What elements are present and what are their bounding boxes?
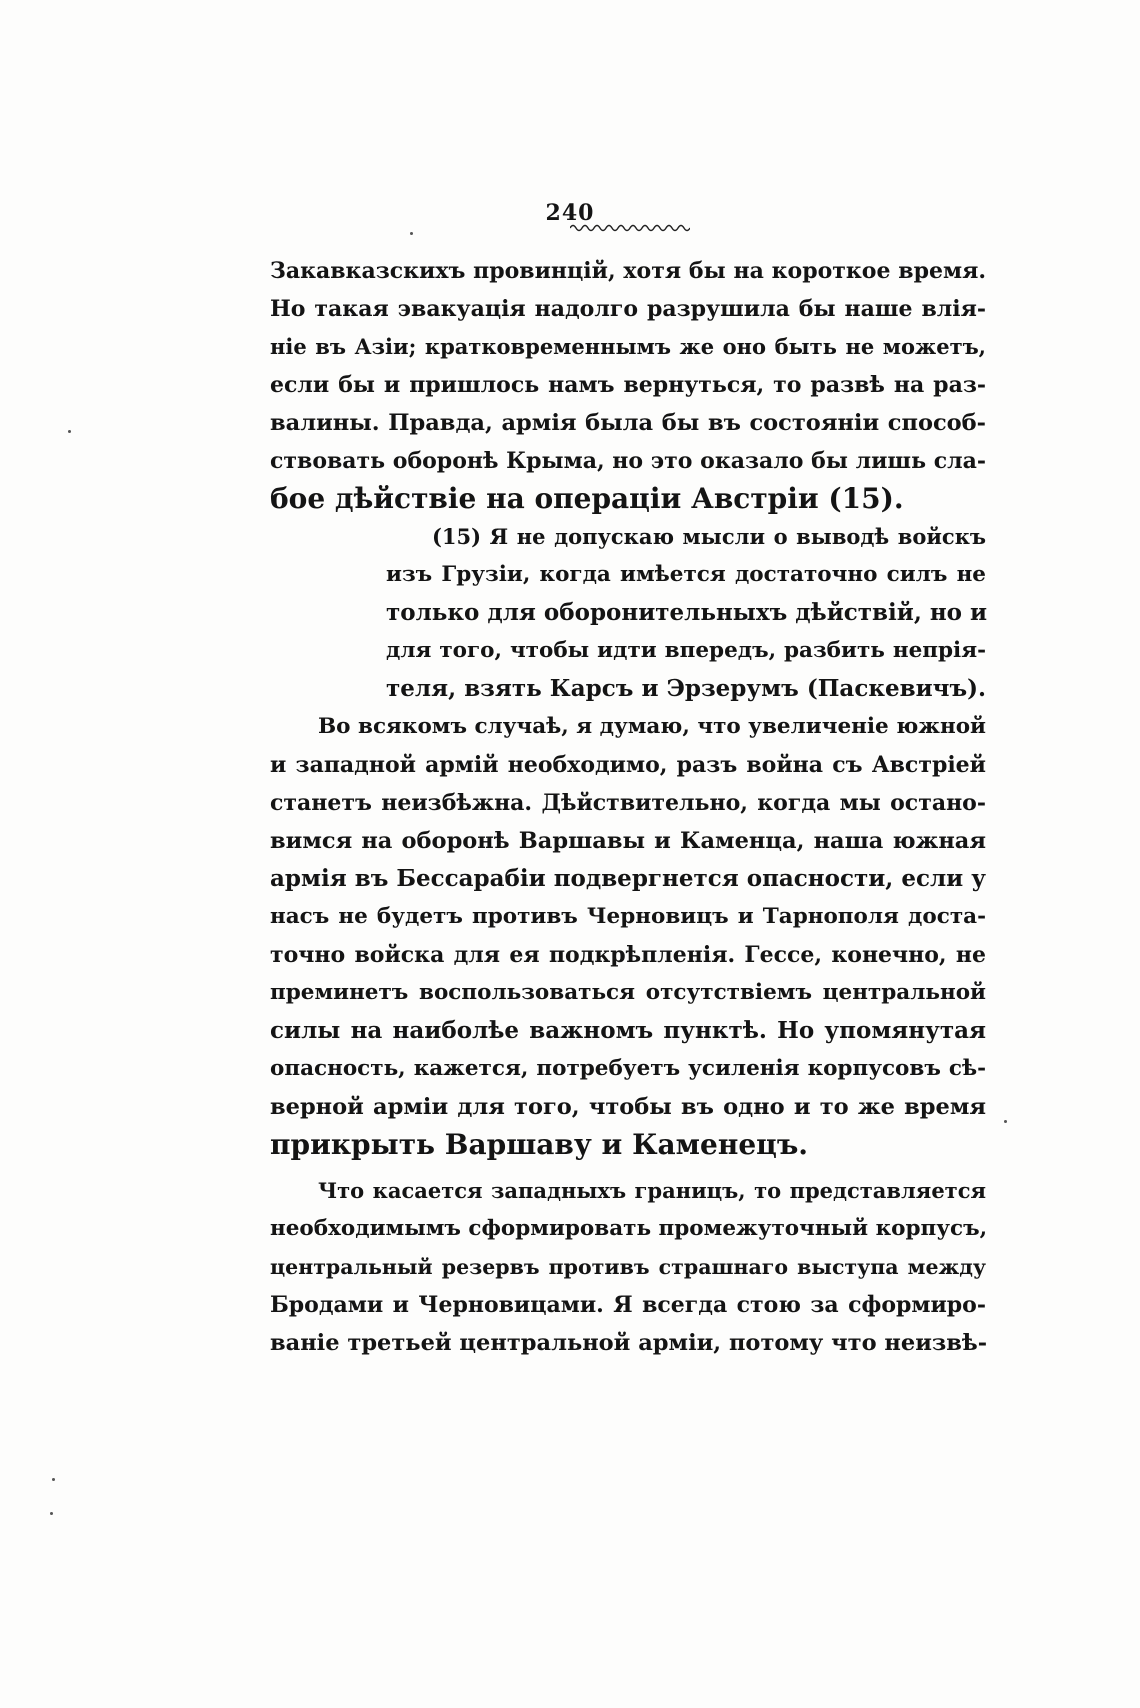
scan-speck: [410, 232, 413, 235]
scan-speck: [50, 1512, 53, 1515]
text-line: точно войска для ея подкрѣпленія. Гессе, конечно, не: [270, 942, 986, 968]
text-line: и западной армій необходимо, разъ война съ Австріей: [270, 752, 986, 778]
text-line: верной арміи для того, чтобы въ одно и то же время: [270, 1094, 986, 1120]
text-line: Во всякомъ случаѣ, я думаю, что увеличеніе южной: [318, 714, 986, 739]
footnote-line: теля, взять Карсъ и Эрзерумъ (Паскевичъ).: [386, 675, 986, 702]
scan-speck: [52, 1478, 55, 1481]
text-line: валины. Правда, армія была бы въ состояніи способ-: [270, 410, 986, 436]
scan-speck: [1004, 1120, 1007, 1123]
text-line: Что касается западныхъ границъ, то представляется: [318, 1178, 986, 1203]
text-line: преминетъ воспользоваться отсутствіемъ центральной: [270, 980, 986, 1005]
text-line: Но такая эвакуація надолго разрушила бы наше влія-: [270, 296, 986, 322]
text-line: насъ не будетъ противъ Черновицъ и Тарнополя доста-: [270, 904, 986, 929]
text-line: если бы и пришлось намъ вернуться, то развѣ на раз-: [270, 372, 986, 398]
text-line: Бродами и Черновицами. Я всегда стою за сформиро-: [270, 1292, 986, 1318]
text-line: необходимымъ сформировать промежуточный корпусъ,: [270, 1216, 988, 1241]
text-line: силы на наиболѣе важномъ пунктѣ. Но упомянутая: [270, 1017, 986, 1044]
text-line: армія въ Бессарабіи подвергнется опасности, если у: [270, 865, 986, 892]
footnote-line: (15) Я не допускаю мысли о выводѣ войскъ: [432, 524, 986, 549]
footnote-line: только для оборонительныхъ дѣйствій, но и: [386, 599, 988, 626]
footnote-line: для того, чтобы идти впередъ, разбить непрія-: [386, 638, 986, 663]
page-number: 240: [545, 200, 595, 226]
text-line: станетъ неизбѣжна. Дѣйствительно, когда мы остано-: [270, 790, 986, 816]
text-line: ваніе третьей центральной арміи, потому что неизвѣ-: [270, 1330, 988, 1356]
text-line: бое дѣйствіе на операціи Австріи (15).: [270, 482, 904, 515]
text-line: прикрыть Варшаву и Каменецъ.: [270, 1128, 809, 1161]
text-line: Закавказскихъ провинцій, хотя бы на короткое время.: [270, 258, 986, 284]
scan-speck: [68, 430, 71, 433]
text-line: вимся на оборонѣ Варшавы и Каменца, наша южная: [270, 828, 986, 854]
page-number-ornament: [570, 222, 690, 234]
text-line: опасность, кажется, потребуетъ усиленія корпусовъ сѣ-: [270, 1056, 986, 1081]
text-line: ствовать оборонѣ Крыма, но это оказало бы лишь сла-: [270, 448, 986, 474]
text-line: центральный резервъ противъ страшнаго выступа между: [270, 1255, 986, 1279]
footnote-line: изъ Грузіи, когда имѣется достаточно силъ не: [386, 562, 986, 587]
text-line: ніе въ Азіи; кратковременнымъ же оно быть не можетъ,: [270, 334, 986, 359]
